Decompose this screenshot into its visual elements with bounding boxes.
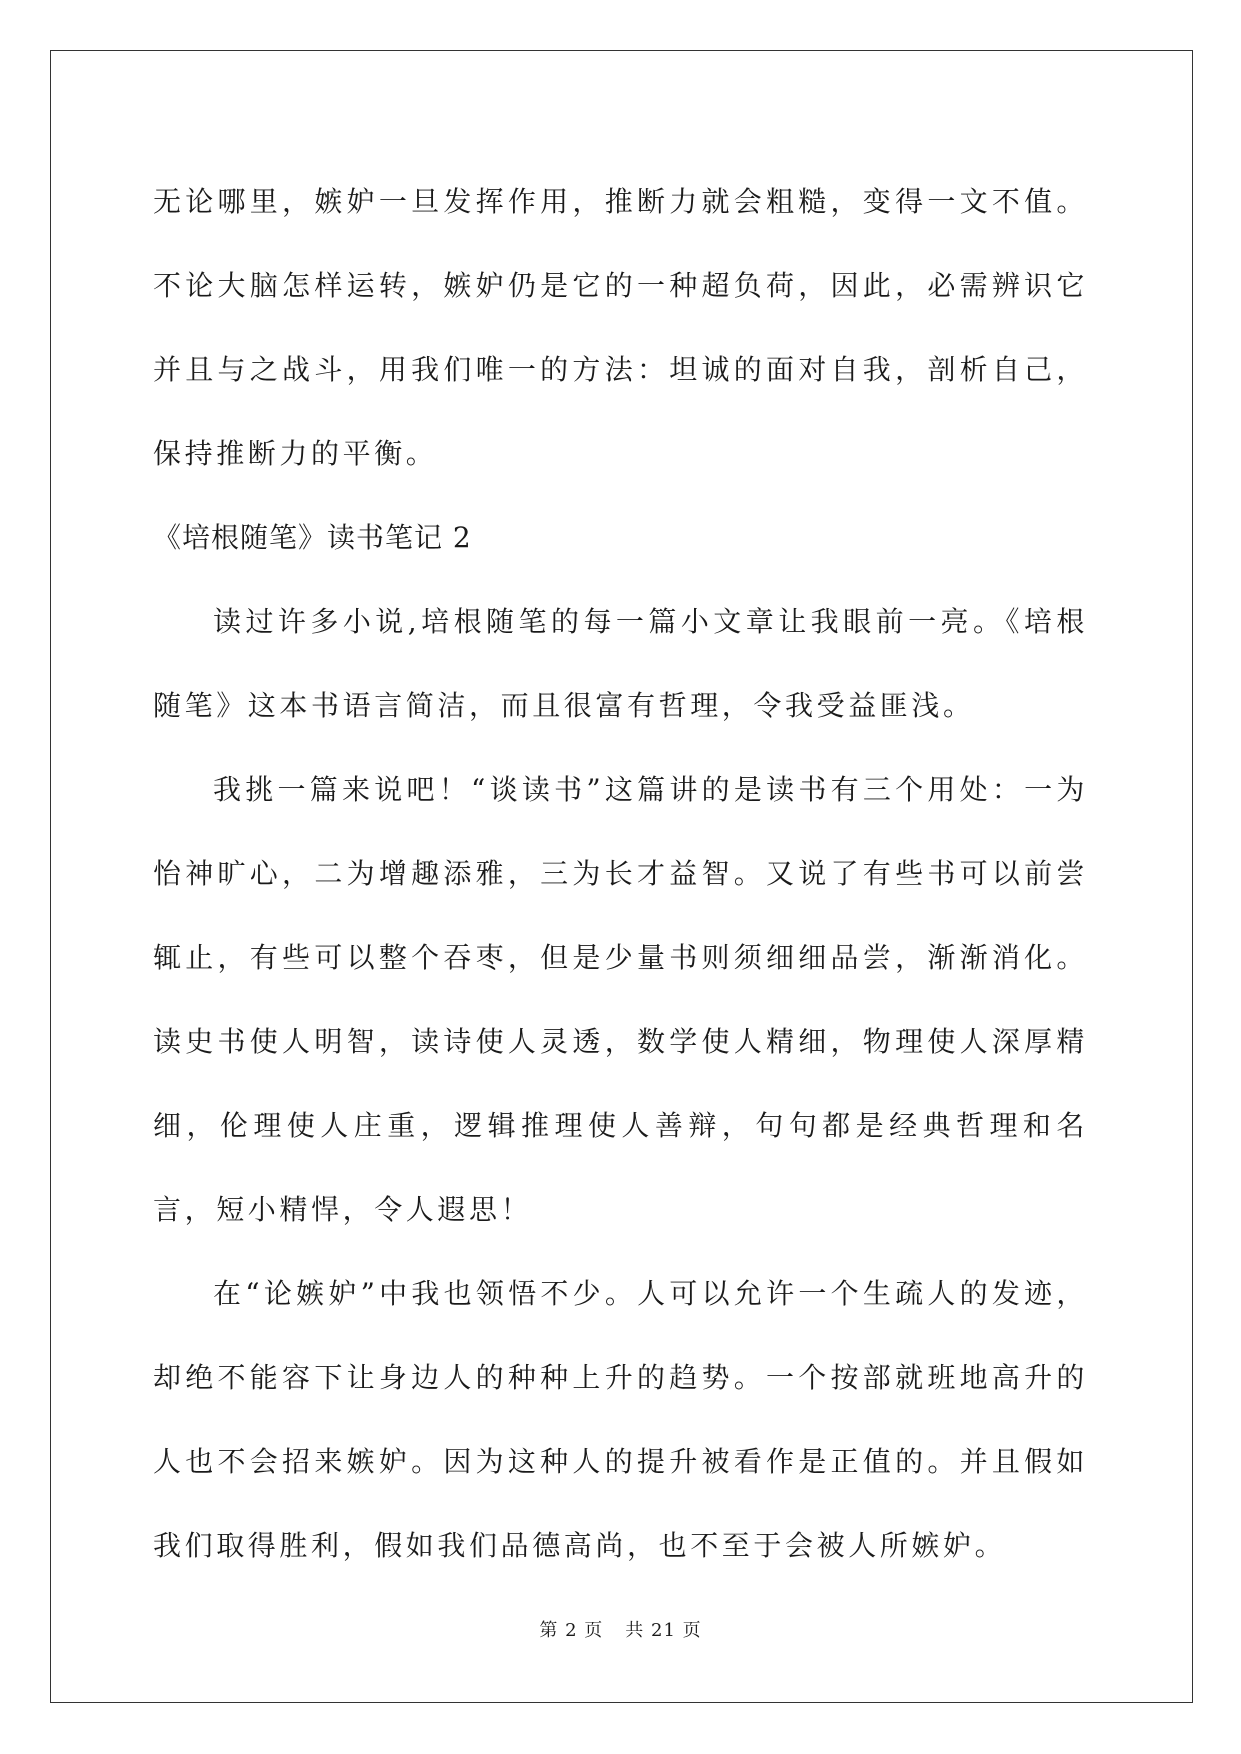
paragraph-continuation: 无论哪里，嫉妒一旦发挥作用，推断力就会粗糙，变得一文不值。不论大脑怎样运转，嫉妒仍是它的一种超负荷，因此，必需辨识它并且与之战斗，用我们唯一的方法：坦诚的面对自我，剖析自己，保持推断力的平衡。 [153, 185, 1088, 470]
paragraph-on-envy: 在“论嫉妒”中我也领悟不少。人可以允许一个生疏人的发迹，却绝不能容下让身边人的种种上升的趋势。一个按部就班地高升的人也不会招来嫉妒。因为这种人的提升被看作是正值的。并且假如我们取得胜利，假如我们品德高尚，也不至于会被人所嫉妒。 [153, 1277, 1088, 1562]
page-footer [0, 1616, 1241, 1642]
document-body [153, 160, 1088, 1588]
page-total: 共 21 页 [625, 1620, 702, 1641]
section-heading: 《培根随笔》读书笔记 2 [153, 521, 472, 554]
page-number: 第 2 页 [539, 1620, 604, 1641]
paragraph-intro: 读过许多小说,培根随笔的每一篇小文章让我眼前一亮。《培根随笔》这本书语言简洁，而且很富有哲理，令我受益匪浅。 [153, 605, 1088, 722]
paragraph-on-reading: 我挑一篇来说吧！“谈读书”这篇讲的是读书有三个用处：一为怡神旷心，二为增趣添雅，三为长才益智。又说了有些书可以前尝辄止，有些可以整个吞枣，但是少量书则须细细品尝，渐渐消化。读史书使人明智，读诗使人灵透，数学使人精细，物理使人深厚精细，伦理使人庄重，逻辑推理使人善辩，句句都是经典哲理和名言，短小精悍，令人遐思！ [153, 773, 1088, 1226]
